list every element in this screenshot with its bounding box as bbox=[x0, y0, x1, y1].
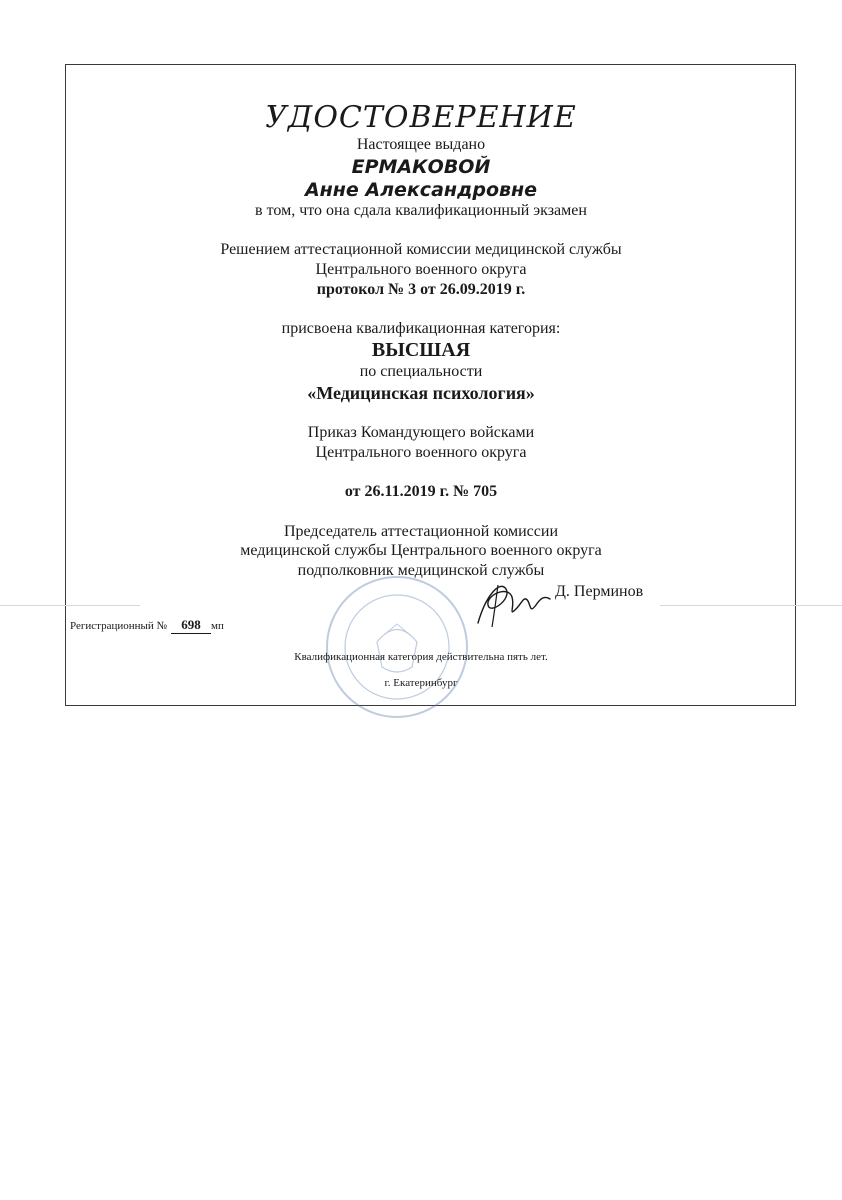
scan-crease-right bbox=[660, 605, 842, 606]
city-text: г. Екатеринбург bbox=[384, 677, 458, 689]
category-assigned-text: присвоена квалификационная категория: bbox=[281, 320, 561, 337]
scan-crease-left bbox=[0, 605, 140, 606]
recipient-surname: ЕРМАКОВОЙ bbox=[351, 156, 491, 178]
registration-row bbox=[70, 617, 224, 634]
validity-text: Квалификационная категория действительна пять лет. bbox=[294, 651, 548, 663]
chairman-name: Д. Перминов bbox=[555, 583, 644, 600]
registration-label: Регистрационный № bbox=[70, 620, 168, 632]
decision-line-1: Решением аттестационной комиссии медицинской службы bbox=[220, 241, 622, 258]
decision-line-2: Центрального военного округа bbox=[315, 261, 527, 278]
by-specialty-text: по специальности bbox=[359, 363, 483, 380]
recipient-given-names: Анне Александровне bbox=[304, 179, 538, 201]
exam-text: в том, что она сдала квалификационный экзамен bbox=[255, 202, 587, 219]
chairman-line-3: подполковник медицинской службы bbox=[297, 562, 545, 579]
certificate-title: УДОСТОВЕРЕНИЕ bbox=[265, 100, 577, 135]
issued-text: Настоящее выдано bbox=[356, 136, 486, 153]
registration-number: 698 bbox=[171, 617, 211, 634]
order-line-2: Центрального военного округа bbox=[315, 444, 527, 461]
handwritten-signature-icon bbox=[468, 575, 558, 630]
specialty-name: «Медицинская психология» bbox=[307, 383, 535, 403]
chairman-line-2: медицинской службы Центрального военного округа bbox=[240, 542, 602, 559]
protocol-text: протокол № 3 от 26.09.2019 г. bbox=[316, 281, 526, 298]
order-line-1: Приказ Командующего войсками bbox=[307, 424, 535, 441]
chairman-line-1: Председатель аттестационной комиссии bbox=[283, 523, 559, 540]
registration-suffix: мп bbox=[211, 620, 224, 632]
category-value: ВЫСШАЯ bbox=[371, 339, 471, 361]
order-date-number: от 26.11.2019 г. № 705 bbox=[344, 483, 498, 500]
official-seal-icon bbox=[322, 572, 472, 722]
